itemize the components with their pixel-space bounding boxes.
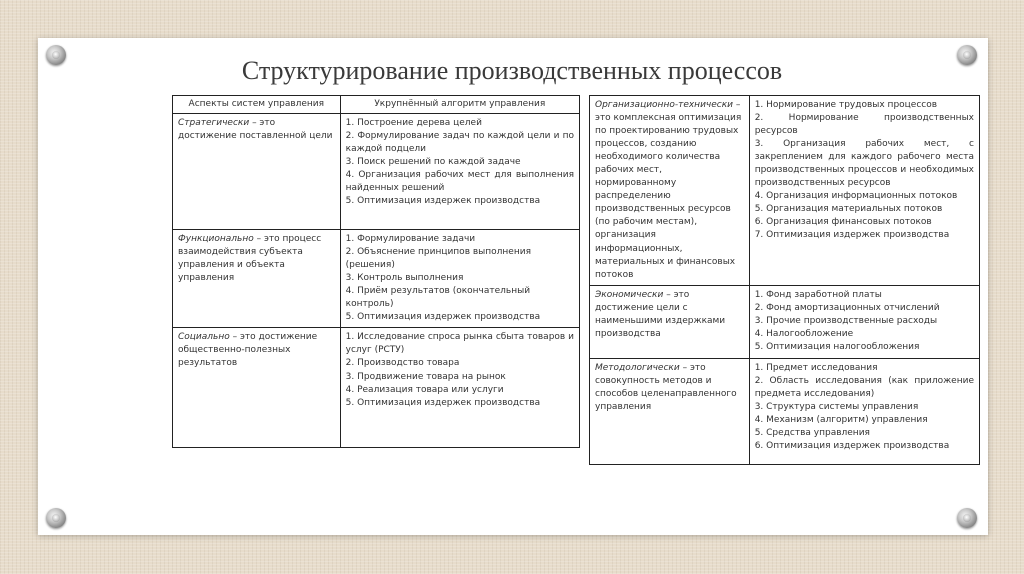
steps-cell bbox=[340, 230, 579, 328]
list-item: 6. Оптимизация издержек производства bbox=[754, 440, 950, 451]
list-item: 1. Нормирование трудовых процессов bbox=[754, 100, 938, 110]
list-item: 4. Организация рабочих мест для выполнения найденных решений bbox=[345, 170, 574, 194]
aspect-text: – это комплексная оптимизация по проектированию трудовых процессов, созданию необходимого количества рабочих мест, нормированному распределению производственных ресурсов (по рабочим местам), организация информационных, материальных и финансовых потоков bbox=[595, 100, 742, 280]
list-item: 1. Формулирование задачи bbox=[345, 234, 476, 245]
list-item: 5. Организация материальных потоков bbox=[754, 204, 943, 215]
slide-title: Структурирование производственных процессов bbox=[241, 56, 783, 85]
aspect-text: – это достижение поставленной цели bbox=[178, 118, 333, 142]
aspect-term: Методологически bbox=[595, 362, 680, 373]
list-item: 4. Приём результатов (окончательный контроль) bbox=[345, 286, 531, 310]
steps-cell bbox=[340, 114, 579, 230]
list-item: 3. Поиск решений по каждой задаче bbox=[345, 157, 521, 168]
list-item: 2. Область исследования (как приложение предмета исследования) bbox=[754, 375, 974, 399]
list-item: 4. Реализация товара или услуги bbox=[345, 384, 504, 395]
list-item: 2. Объяснение принципов выполнения (решения) bbox=[345, 247, 531, 271]
table-row bbox=[173, 328, 580, 448]
list-item: 3. Организация рабочих мест, с закреплением для каждого рабочего места производственных процессов и необходимых производственных ресурсов bbox=[754, 139, 974, 189]
aspect-term: Функционально bbox=[178, 234, 254, 245]
header-algorithm: Укрупнённый алгоритм управления bbox=[340, 96, 579, 114]
aspect-term: Экономически bbox=[595, 289, 664, 300]
steps-cell bbox=[749, 285, 979, 358]
list-item: 5. Оптимизация издержек производства bbox=[345, 312, 541, 323]
list-item: 1. Построение дерева целей bbox=[345, 118, 482, 129]
list-item: 3. Продвижение товара на рынок bbox=[345, 371, 506, 382]
aspect-cell bbox=[590, 96, 750, 286]
list-item: 1. Исследование спроса рынка сбыта товаров и услуг (РСТУ) bbox=[345, 332, 574, 356]
aspect-cell bbox=[173, 230, 341, 328]
list-item: 5. Оптимизация издержек производства bbox=[345, 196, 541, 207]
list-item: 4. Организация информационных потоков bbox=[754, 191, 958, 202]
list-item: 1. Предмет исследования bbox=[754, 362, 878, 373]
aspect-text: – это достижение общественно-полезных результатов bbox=[178, 332, 318, 369]
left-table bbox=[172, 95, 580, 448]
steps-cell bbox=[749, 358, 979, 464]
aspect-cell bbox=[173, 114, 341, 230]
list-item: 5. Средства управления bbox=[754, 427, 870, 438]
table-row bbox=[590, 96, 980, 286]
aspect-text: – это достижение цели с наименьшими издержками производства bbox=[595, 289, 726, 339]
list-item: 3. Прочие производственные расходы bbox=[754, 315, 938, 326]
aspect-term: Стратегически bbox=[178, 118, 250, 129]
list-item: 4. Налогообложение bbox=[754, 328, 854, 339]
aspect-term: Организационно-технически bbox=[595, 100, 734, 110]
list-item: 2. Фонд амортизационных отчислений bbox=[754, 302, 940, 313]
table-row bbox=[590, 358, 980, 464]
list-item: 3. Структура системы управления bbox=[754, 401, 919, 412]
list-item: 5. Оптимизация налогообложения bbox=[754, 341, 920, 352]
right-table bbox=[589, 95, 980, 465]
aspect-cell bbox=[590, 358, 750, 464]
list-item: 2. Нормирование производственных ресурсов bbox=[754, 113, 974, 137]
pin-bottom-right-icon bbox=[957, 508, 977, 528]
aspect-text: – это совокупность методов и способов целенаправленного управления bbox=[595, 362, 737, 412]
aspect-cell bbox=[173, 328, 341, 448]
list-item: 7. Оптимизация издержек производства bbox=[754, 230, 950, 241]
list-item: 2. Производство товара bbox=[345, 358, 460, 369]
left-table-header-row bbox=[173, 96, 580, 114]
list-item: 6. Организация финансовых потоков bbox=[754, 217, 932, 228]
header-aspects: Аспекты систем управления bbox=[173, 96, 341, 114]
steps-cell bbox=[749, 96, 979, 286]
list-item: 1. Фонд заработной платы bbox=[754, 289, 882, 300]
aspect-text: – это процесс взаимодействия субъекта управления и объекта управления bbox=[178, 234, 322, 284]
aspect-term: Социально bbox=[178, 332, 230, 343]
list-item: 5. Оптимизация издержек производства bbox=[345, 397, 541, 408]
table-row bbox=[173, 114, 580, 230]
table-row bbox=[590, 285, 980, 358]
pin-bottom-left-icon bbox=[46, 508, 66, 528]
table-row bbox=[173, 230, 580, 328]
list-item: 4. Механизм (алгоритм) управления bbox=[754, 414, 928, 425]
steps-cell bbox=[340, 328, 579, 448]
list-item: 3. Контроль выполнения bbox=[345, 273, 464, 284]
list-item: 2. Формулирование задач по каждой цели и по каждой подцели bbox=[345, 131, 574, 155]
aspect-cell bbox=[590, 285, 750, 358]
